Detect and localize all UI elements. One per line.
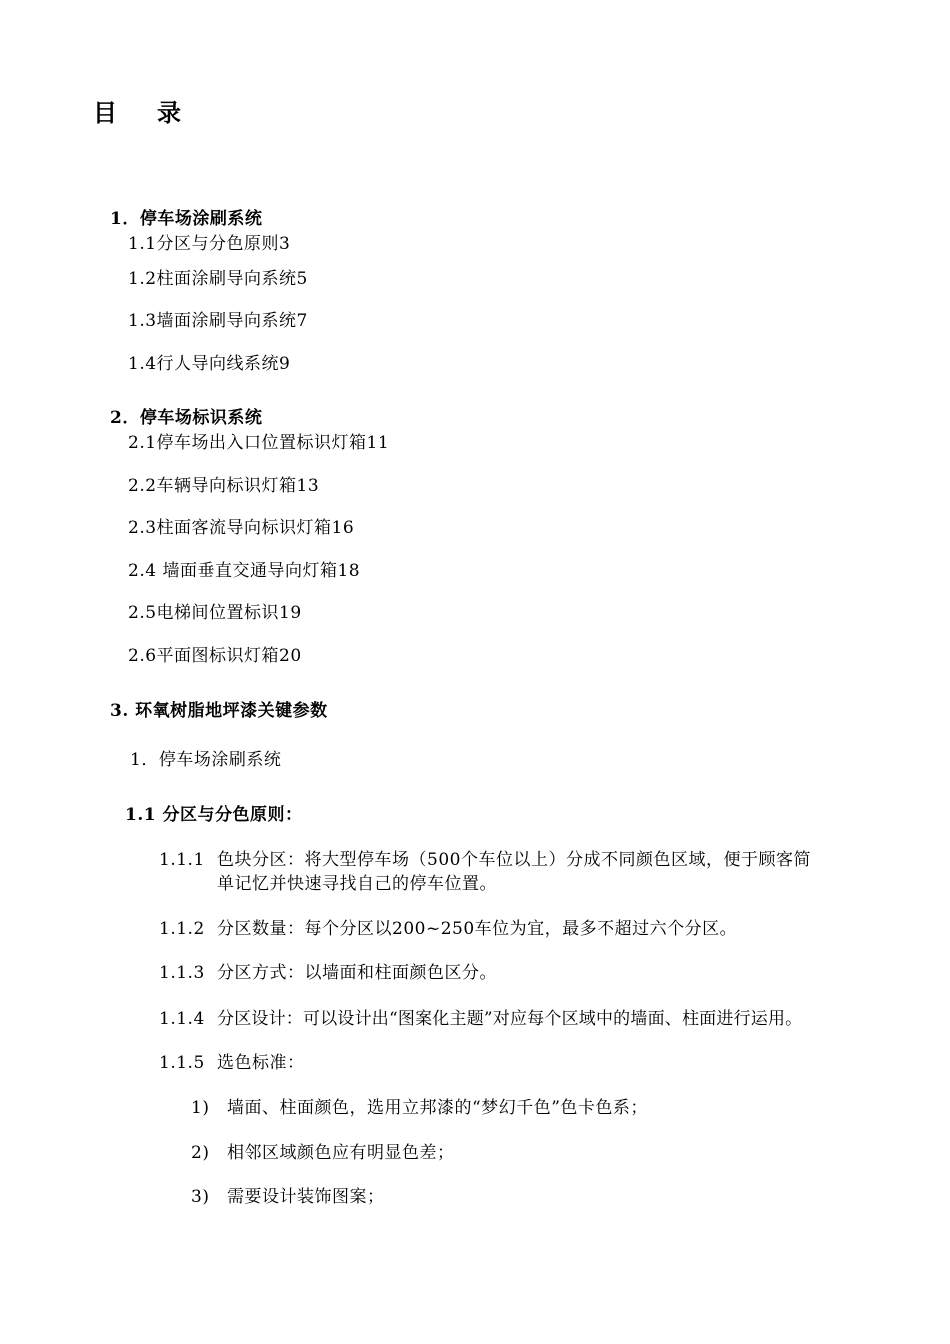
para-4-text: 分区设计：可以设计出“图案化主题”对应每个区域中的墙面、柱面进行运用。 [217,1009,803,1029]
toc-heading-2: 2．停车场标识系统 [110,408,263,428]
toc-item-2-3: 2.3柱面客流导向标识灯箱16 [128,518,355,538]
para-5-number: 1.1.5 [159,1053,205,1073]
toc-item-1-1: 1.1分区与分色原则3 [128,234,291,254]
toc-item-1-2: 1.2柱面涂刷导向系统5 [128,269,308,289]
toc-heading-3: 3. 环氧树脂地坪漆关键参数 [110,701,328,721]
toc-item-2-6: 2.6平面图标识灯箱20 [128,646,302,666]
para-2-text: 分区数量：每个分区以200~250车位为宜，最多不超过六个分区。 [217,919,738,939]
title-char-2: 录 [157,98,181,127]
list-item-2-number: 2) [191,1143,210,1163]
chapter-heading: 1．停车场涂刷系统 [130,750,282,770]
toc-item-1-3: 1.3墙面涂刷导向系统7 [128,311,308,331]
para-3-number: 1.1.3 [159,963,205,983]
list-item-1-number: 1) [191,1098,210,1118]
list-item-3-number: 3) [191,1187,210,1207]
list-item-2-text: 相邻区域颜色应有明显色差； [227,1143,455,1163]
toc-item-2-4: 2.4 墙面垂直交通导向灯箱18 [128,561,361,581]
list-item-3-text: 需要设计装饰图案； [227,1187,385,1207]
para-1-number: 1.1.1 [159,850,205,870]
toc-heading-1: 1．停车场涂刷系统 [110,209,263,229]
list-item-1-text: 墙面、柱面颜色，选用立邦漆的“梦幻千色”色卡色系； [227,1098,648,1118]
para-2-number: 1.1.2 [159,919,205,939]
toc-item-2-2: 2.2车辆导向标识灯箱13 [128,476,320,496]
para-4-number: 1.1.4 [159,1009,205,1029]
para-3-text: 分区方式：以墙面和柱面颜色区分。 [217,963,497,983]
section-heading: 1.1 分区与分色原则： [125,805,303,825]
toc-item-2-5: 2.5电梯间位置标识19 [128,603,302,623]
page-title [93,98,181,128]
title-char-1: 目 [93,98,117,127]
para-5-text: 选色标准： [217,1053,305,1073]
para-1-line-1: 色块分区：将大型停车场（500个车位以上）分成不同颜色区域，便于顾客简 [217,850,811,870]
toc-item-1-4: 1.4行人导向线系统9 [128,354,291,374]
toc-item-2-1: 2.1停车场出入口位置标识灯箱11 [128,433,390,453]
para-1-line-2: 单记忆并快速寻找自己的停车位置。 [217,874,497,894]
